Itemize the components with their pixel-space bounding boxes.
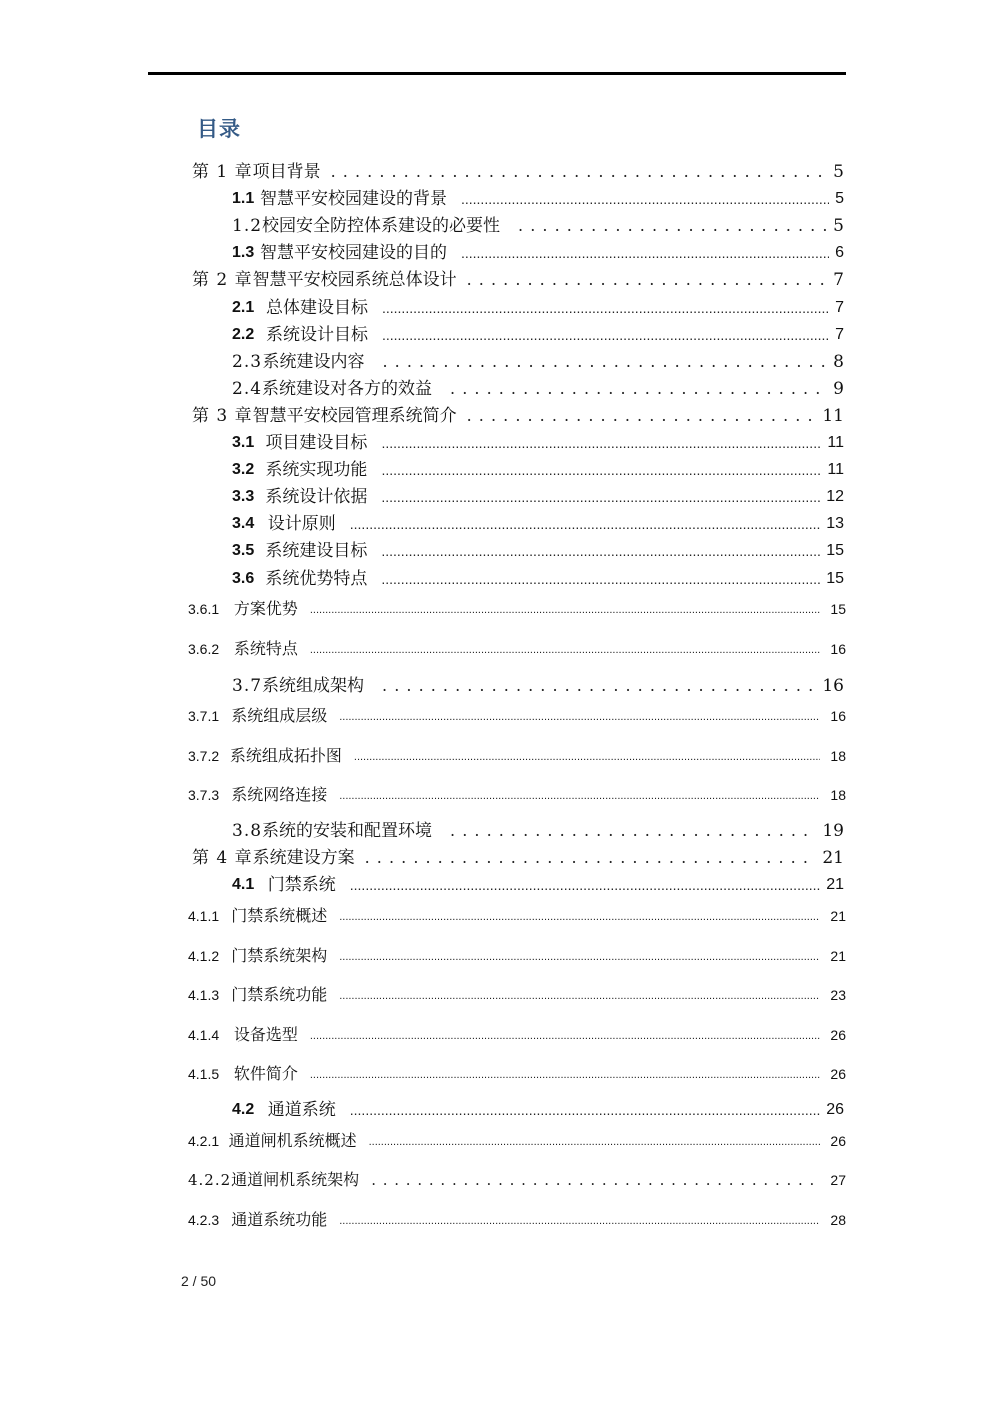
dot-leader [382, 324, 829, 346]
dot-leader [450, 378, 827, 400]
toc-entry-number: 3.1 [232, 434, 255, 451]
toc-entry-title: 系统网络连接 [231, 785, 328, 804]
toc-entry-number: 第 3 章 [192, 406, 253, 426]
dot-leader [381, 486, 820, 508]
dot-leader [350, 513, 820, 535]
toc-entry-title: 智慧平安校园建设的目的 [259, 243, 447, 263]
toc-entry-4-1-5[interactable] [188, 1063, 846, 1085]
toc-entry-1-1[interactable] [232, 188, 844, 210]
toc-entry-4-2-2[interactable] [188, 1169, 846, 1191]
toc-entry-page: 8 [833, 352, 844, 372]
toc-entry-3-3[interactable] [232, 486, 844, 508]
toc-entry-page: 15 [826, 542, 844, 559]
toc-entry-number: 4.2 [232, 1101, 255, 1118]
dot-leader [382, 351, 827, 373]
toc-entry-title: 系统设计目标 [265, 325, 368, 345]
toc-entry-title: 设计原则 [267, 514, 336, 534]
toc-entry-title: 项目建设目标 [265, 433, 368, 453]
toc-entry-number: 3.7.1 [188, 708, 220, 724]
toc-entry-title: 门禁系统功能 [231, 985, 328, 1004]
toc-entry-number: 4.1.3 [188, 987, 220, 1003]
toc-entry-number: 4.1 [232, 876, 255, 893]
dot-leader [381, 540, 820, 562]
toc-entry-page: 12 [826, 488, 844, 505]
dot-leader [369, 1129, 821, 1153]
dot-leader [310, 1062, 821, 1086]
dot-leader [339, 983, 820, 1007]
toc-entry-page: 11 [822, 406, 844, 426]
toc-entry-2-3[interactable] [232, 351, 844, 373]
toc-entry-title: 系统特点 [233, 639, 298, 658]
dot-leader [450, 820, 816, 842]
toc-entry-number: 2.3 [232, 352, 263, 372]
toc-entry-3-8[interactable] [232, 820, 844, 842]
toc-entry-page: 26 [830, 1133, 846, 1149]
dot-leader [461, 242, 829, 264]
toc-entry-3-7-1[interactable] [188, 705, 846, 727]
dot-leader [371, 1169, 820, 1191]
dot-leader [461, 188, 829, 210]
toc-entry-number: 4.2.2 [188, 1171, 232, 1189]
dot-leader [382, 297, 829, 319]
toc-entry-number: 3.7 [232, 676, 263, 696]
toc-entry-number: 3.6 [232, 570, 255, 587]
toc-entry-title: 校园安全防控体系建设的必要性 [262, 216, 501, 236]
dot-leader [381, 459, 821, 481]
toc-entry-4-2[interactable] [232, 1099, 844, 1121]
toc-entry-title: 系统设计依据 [265, 487, 368, 507]
dot-leader [310, 637, 821, 661]
toc-entry-page: 16 [822, 676, 844, 696]
toc-entry-title: 设备选型 [233, 1025, 298, 1044]
toc-entry-3-1[interactable] [232, 432, 844, 454]
toc-entry-title: 系统的安装和配置环境 [262, 821, 433, 841]
dot-leader [339, 783, 820, 807]
toc-entry-3-2[interactable] [232, 459, 844, 481]
toc-entry-page: 5 [835, 190, 844, 207]
toc-entry-2-4[interactable] [232, 378, 844, 400]
toc-entry-page: 16 [830, 641, 846, 657]
toc-entry-title: 总体建设目标 [265, 298, 368, 318]
toc-entry-chapter-4[interactable] [192, 847, 844, 869]
toc-entry-title: 系统建设对各方的效益 [262, 379, 433, 399]
toc-entry-number: 3.7.3 [188, 787, 220, 803]
toc-entry-title: 门禁系统架构 [231, 946, 328, 965]
toc-entry-page: 26 [830, 1066, 846, 1082]
dot-leader [339, 704, 820, 728]
toc-entry-title: 通道系统功能 [231, 1210, 328, 1229]
toc-entry-title: 项目背景 [252, 162, 321, 182]
toc-entry-number: 3.7.2 [188, 748, 220, 764]
toc-entry-number: 第 1 章 [192, 162, 253, 182]
toc-entry-number: 3.4 [232, 515, 255, 532]
toc-entry-page: 16 [830, 708, 846, 724]
toc-entry-3-6-2[interactable] [188, 638, 846, 660]
toc-entry-number: 4.2.1 [188, 1133, 220, 1149]
toc-entry-4-1-4[interactable] [188, 1024, 846, 1046]
dot-leader [518, 215, 827, 237]
toc-entry-3-7-3[interactable] [188, 784, 846, 806]
toc-entry-number: 2.1 [232, 299, 255, 316]
toc-entry-title: 方案优势 [233, 599, 298, 618]
dot-leader [467, 269, 828, 291]
dot-leader [331, 161, 828, 183]
toc-entry-page: 7 [833, 270, 844, 290]
toc-entry-number: 4.2.3 [188, 1212, 220, 1228]
toc-entry-number: 3.2 [232, 461, 255, 478]
toc-entry-number: 2.4 [232, 379, 263, 399]
toc-entry-number: 4.1.5 [188, 1066, 220, 1082]
toc-entry-page: 19 [822, 821, 844, 841]
toc-entry-page: 27 [830, 1172, 846, 1188]
toc-entry-title: 系统组成层级 [231, 706, 328, 725]
toc-entry-page: 23 [830, 987, 846, 1003]
toc-entry-number: 1.2 [232, 216, 263, 236]
dot-leader [339, 1208, 820, 1232]
toc-entry-page: 18 [830, 787, 846, 803]
toc-entry-number: 1.1 [232, 190, 255, 207]
toc-entry-4-2-3[interactable] [188, 1209, 846, 1231]
toc-entry-title: 系统组成拓扑图 [229, 746, 342, 765]
toc-entry-3-5[interactable] [232, 540, 844, 562]
toc-entry-title: 智慧平安校园管理系统简介 [252, 406, 457, 426]
toc-entry-page: 7 [835, 326, 844, 343]
dot-leader [382, 675, 816, 697]
toc-entry-4-1-1[interactable] [188, 905, 846, 927]
toc-entry-page: 9 [833, 379, 844, 399]
toc-entry-title: 门禁系统概述 [231, 906, 328, 925]
dot-leader [365, 847, 817, 869]
toc-entry-title: 系统优势特点 [265, 569, 368, 589]
toc-entry-page: 21 [830, 908, 846, 924]
toc-entry-4-2-1[interactable] [188, 1130, 846, 1152]
toc-entry-chapter-2[interactable] [192, 269, 844, 291]
toc-entry-title: 系统建设目标 [265, 541, 368, 561]
toc-entry-number: 3.8 [232, 821, 263, 841]
toc-entry-4-1-3[interactable] [188, 984, 846, 1006]
toc-entry-title: 通道闸机系统概述 [228, 1131, 357, 1150]
toc-entry-2-2[interactable] [232, 324, 844, 346]
toc-entry-title: 系统组成架构 [262, 676, 365, 696]
toc-entry-title: 系统实现功能 [265, 460, 368, 480]
toc-entry-3-7[interactable] [232, 675, 844, 697]
toc-title: 目录 [197, 117, 241, 141]
toc-entry-title: 系统建设方案 [252, 848, 355, 868]
toc-entry-page: 6 [835, 244, 844, 261]
toc-entry-page: 7 [835, 299, 844, 316]
toc-entry-title: 软件简介 [233, 1064, 298, 1083]
toc-entry-page: 15 [830, 601, 846, 617]
toc-entry-title: 通道闸机系统架构 [231, 1170, 360, 1189]
toc-entry-number: 2.2 [232, 326, 255, 343]
dot-leader [339, 944, 820, 968]
toc-entry-number: 3.5 [232, 542, 255, 559]
toc-entry-page: 26 [830, 1027, 846, 1043]
toc-entry-4-1-2[interactable] [188, 945, 846, 967]
toc-entry-number: 3.3 [232, 488, 255, 505]
toc-entry-page: 26 [826, 1101, 844, 1118]
toc-entry-page: 5 [833, 162, 844, 182]
toc-entry-4-1[interactable] [232, 874, 844, 896]
toc-entry-page: 21 [822, 848, 844, 868]
toc-entry-number: 第 4 章 [192, 848, 253, 868]
toc-entry-page: 5 [833, 216, 844, 236]
dot-leader [310, 597, 821, 621]
toc-entry-2-1[interactable] [232, 297, 844, 319]
toc-entry-page: 21 [830, 948, 846, 964]
toc-entry-page: 21 [826, 876, 844, 893]
toc-entry-title: 门禁系统 [267, 875, 336, 895]
toc-entry-page: 18 [830, 748, 846, 764]
toc-entry-page: 15 [826, 570, 844, 587]
toc-entry-chapter-1[interactable] [192, 161, 844, 183]
toc-entry-1-3[interactable] [232, 242, 844, 264]
dot-leader [381, 568, 820, 590]
toc-entry-3-6-1[interactable] [188, 598, 846, 620]
dot-leader [467, 405, 817, 427]
toc-entry-title: 智慧平安校园系统总体设计 [252, 270, 457, 290]
toc-entry-number: 4.1.1 [188, 908, 220, 924]
toc-entry-page: 11 [827, 434, 844, 451]
toc-entry-1-2[interactable] [232, 215, 844, 237]
toc-entry-number: 1.3 [232, 244, 255, 261]
toc-entry-title: 系统建设内容 [262, 352, 365, 372]
dot-leader [354, 744, 821, 768]
dot-leader [310, 1023, 821, 1047]
toc-entry-3-4[interactable] [232, 513, 844, 535]
dot-leader [381, 432, 821, 454]
toc-entry-number: 4.1.2 [188, 948, 220, 964]
toc-entry-page: 28 [830, 1212, 846, 1228]
toc-entry-chapter-3[interactable] [192, 405, 844, 427]
toc-entry-number: 4.1.4 [188, 1027, 220, 1043]
toc-entry-number: 3.6.1 [188, 601, 220, 617]
toc-entry-number: 3.6.2 [188, 641, 220, 657]
toc-entry-3-6[interactable] [232, 568, 844, 590]
toc-entry-title: 智慧平安校园建设的背景 [259, 189, 447, 209]
toc-entry-page: 13 [826, 515, 844, 532]
dot-leader [350, 874, 820, 896]
page-number-indicator: 2 / 50 [181, 1273, 217, 1289]
toc-entry-3-7-2[interactable] [188, 745, 846, 767]
dot-leader [339, 904, 820, 928]
toc-entry-title: 通道系统 [267, 1100, 336, 1120]
dot-leader [350, 1099, 820, 1121]
toc-entry-page: 11 [827, 461, 844, 478]
toc-entry-number: 第 2 章 [192, 270, 253, 290]
